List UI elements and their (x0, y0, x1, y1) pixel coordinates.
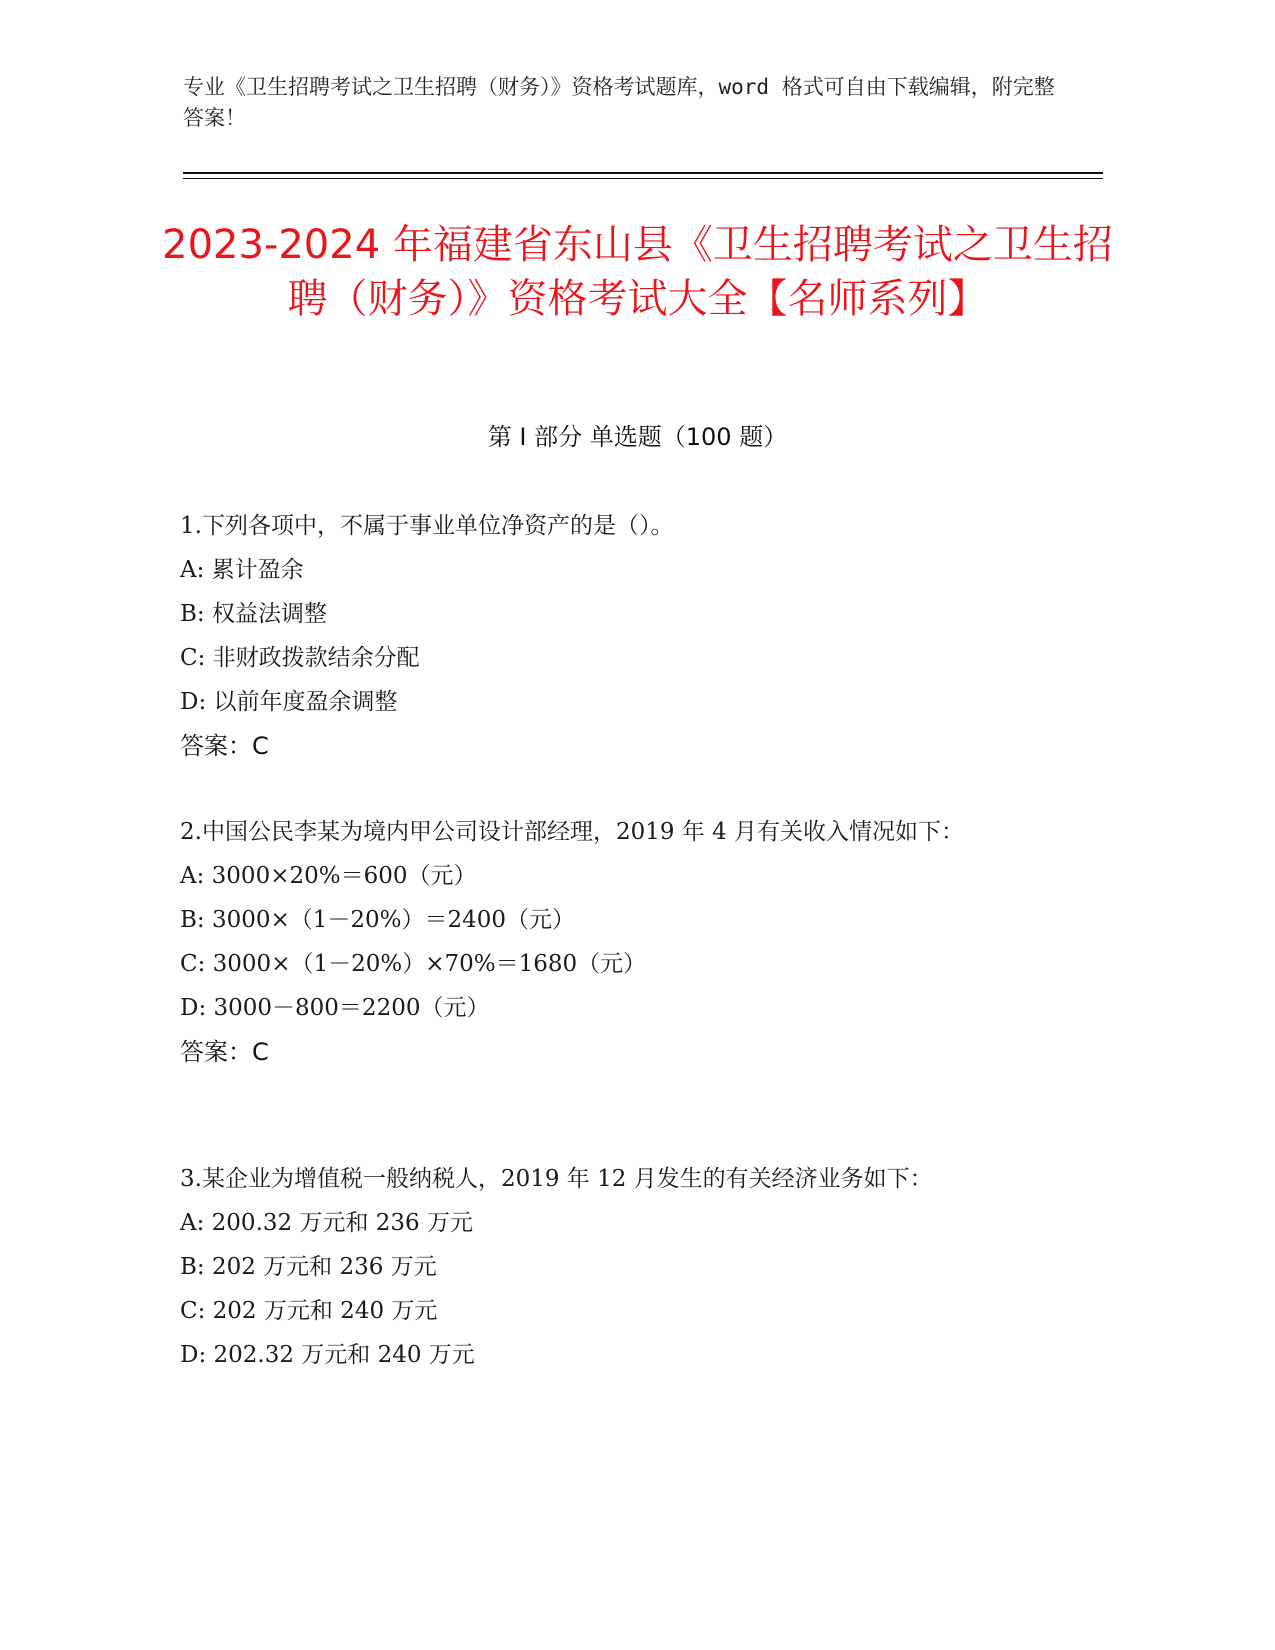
header-rule-thick (183, 172, 1103, 174)
section-title: 第 I 部分 单选题（100 题） (487, 423, 788, 451)
question-stem: 3.某企业为增值税一般纳税人，2019 年 12 月发生的有关经济业务如下： (180, 1166, 933, 1192)
option-c: C: 3000×（1－20%）×70%＝1680（元） (180, 951, 647, 977)
option-a: A: 3000×20%＝600（元） (180, 863, 477, 889)
answer: 答案：C (180, 1038, 269, 1066)
option-c: C: 202 万元和 240 万元 (180, 1298, 438, 1324)
question-2 (180, 810, 1050, 1074)
option-b: B: 权益法调整 (180, 601, 327, 627)
header-note: 专业《卫生招聘考试之卫生招聘（财务）》资格考试题库，word 格式可自由下载编辑，附完整答案！ (183, 75, 1055, 130)
option-a: A: 200.32 万元和 236 万元 (180, 1210, 473, 1236)
header-rule-thin (183, 178, 1103, 179)
document-title: 2023-2024 年福建省东山县《卫生招聘考试之卫生招聘（财务）》资格考试大全【名师系列】 (162, 222, 1113, 322)
question-stem: 1.下列各项中，不属于事业单位净资产的是（）。 (180, 513, 674, 539)
option-d: D: 202.32 万元和 240 万元 (180, 1342, 475, 1368)
question-stem: 2.中国公民李某为境内甲公司设计部经理，2019 年 4 月有关收入情况如下： (180, 819, 965, 845)
option-b: B: 3000×（1－20%）＝2400（元） (180, 907, 576, 933)
question-3 (180, 1157, 1050, 1377)
answer: 答案：C (180, 732, 269, 760)
option-d: D: 以前年度盈余调整 (180, 689, 398, 715)
option-a: A: 累计盈余 (180, 557, 304, 583)
question-1 (180, 504, 1050, 768)
option-c: C: 非财政拨款结余分配 (180, 645, 420, 671)
option-b: B: 202 万元和 236 万元 (180, 1254, 437, 1280)
option-d: D: 3000－800＝2200（元） (180, 995, 490, 1021)
